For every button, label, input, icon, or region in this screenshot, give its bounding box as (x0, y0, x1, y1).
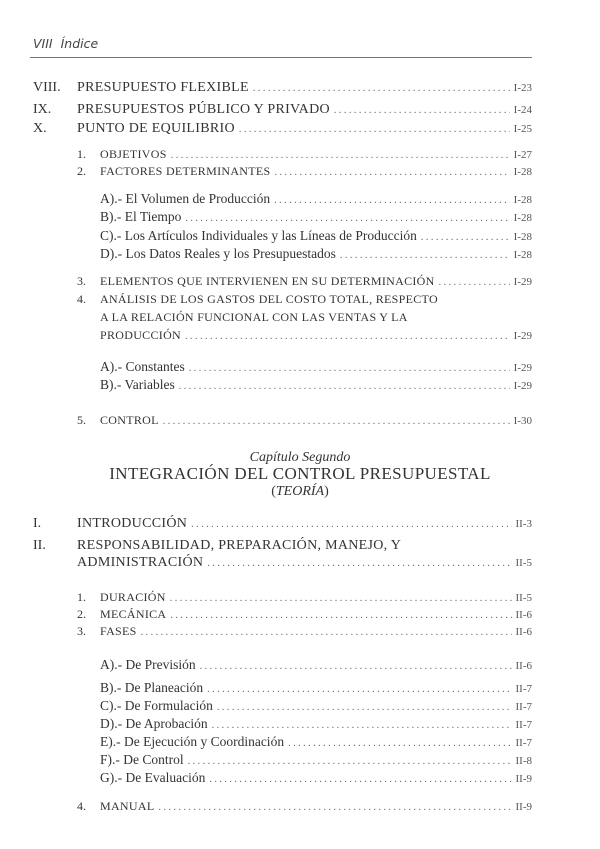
entry-number: II. (33, 538, 46, 553)
entry-number: 4. (77, 799, 86, 813)
entry-number: 1. (77, 590, 86, 604)
toc-entry[interactable] (100, 245, 532, 263)
entry-page-number: II-3 (515, 518, 532, 530)
entry-title: INTRODUCCIÓN (77, 516, 188, 531)
chapter-subtitle (0, 484, 600, 500)
entry-title: PRESUPUESTOS PÚBLICO Y PRIVADO (77, 102, 330, 117)
entry-page-number: II-5 (515, 592, 532, 604)
toc-entry[interactable] (77, 79, 532, 97)
entry-title: DURACIÓN (100, 590, 166, 604)
dot-leader (179, 378, 510, 396)
toc-entry[interactable] (100, 326, 532, 344)
toc-entry[interactable] (100, 769, 532, 787)
entry-number: I. (33, 516, 42, 531)
entry-title: CONTROL (100, 413, 159, 427)
entry-title: C).- Los Artículos Individuales y las Líneas de Producción (100, 228, 417, 243)
entry-number: VIII. (33, 80, 61, 95)
toc-entry[interactable] (100, 622, 532, 640)
dot-leader (253, 80, 510, 98)
entry-page-number: II-6 (515, 626, 532, 638)
entry-page-number: I-27 (513, 149, 532, 161)
entry-page-number: I-25 (513, 123, 532, 135)
entry-page-number: I-29 (513, 330, 532, 342)
dot-leader (191, 516, 511, 534)
entry-page-number: II-7 (515, 701, 532, 713)
toc-entry[interactable] (100, 145, 532, 163)
dot-leader (209, 771, 511, 789)
toc-entry[interactable] (77, 515, 532, 533)
toc-entry[interactable] (100, 308, 540, 326)
entry-page-number: I-29 (513, 276, 532, 288)
toc-entry[interactable] (100, 411, 532, 429)
toc-entry[interactable] (100, 190, 532, 208)
entry-page-number: II-6 (515, 609, 532, 621)
entry-title: ELEMENTOS QUE INTERVIENEN EN SU DETERMINACIÓN (100, 274, 435, 288)
entry-title: D).- De Aprobación (100, 716, 208, 731)
entry-title: PUNTO DE EQUILIBRIO (77, 121, 235, 136)
entry-page-number: I-30 (513, 415, 532, 427)
entry-title: C).- De Formulación (100, 698, 213, 713)
toc-entry[interactable] (77, 554, 532, 572)
entry-page-number: II-7 (515, 683, 532, 695)
toc-entry[interactable] (100, 697, 532, 715)
running-header (33, 36, 106, 51)
dot-leader (158, 799, 511, 817)
entry-page-number: II-5 (515, 557, 532, 569)
dot-leader (200, 658, 512, 676)
dot-leader (163, 413, 510, 431)
entry-page-number: II-9 (515, 773, 532, 785)
entry-title: A).- El Volumen de Producción (100, 191, 271, 206)
entry-page-number: I-23 (513, 82, 532, 94)
entry-page-number: II-7 (515, 719, 532, 731)
dot-leader (141, 624, 512, 642)
entry-title: ANÁLISIS DE LOS GASTOS DEL COSTO TOTAL, RESPECTO (100, 292, 438, 306)
entry-page-number: II-9 (515, 801, 532, 813)
toc-entry[interactable] (77, 537, 517, 555)
header-page-number: VIII (33, 36, 53, 51)
toc-entry[interactable] (100, 588, 532, 606)
entry-title: F).- De Control (100, 752, 184, 767)
dot-leader (275, 164, 510, 182)
dot-leader (340, 247, 510, 265)
entry-page-number: I-28 (513, 231, 532, 243)
entry-number: 2. (77, 607, 86, 621)
chapter-subtitle-text: TEORÍA (275, 484, 325, 499)
entry-title: A).- Constantes (100, 359, 185, 374)
header-rule (30, 57, 532, 58)
entry-title: A).- De Previsión (100, 657, 196, 672)
toc-entry[interactable] (100, 227, 532, 245)
entry-number: IX. (33, 102, 52, 117)
toc-entry[interactable] (100, 162, 532, 180)
entry-page-number: I-28 (513, 166, 532, 178)
toc-entry[interactable] (100, 208, 532, 226)
entry-number: 3. (77, 624, 86, 638)
header-title: Índice (60, 36, 99, 51)
entry-title: OBJETIVOS (100, 147, 167, 161)
chapter-label: Capítulo Segundo (249, 450, 351, 465)
entry-page-number: II-6 (515, 660, 532, 672)
entry-title: PRODUCCIÓN (100, 328, 182, 342)
toc-entry[interactable] (100, 656, 532, 674)
dot-leader (185, 210, 509, 228)
entry-title: FACTORES DETERMINANTES (100, 164, 271, 178)
entry-title: MANUAL (100, 799, 155, 813)
paren-close: ) (324, 484, 329, 499)
entry-title: ADMINISTRACIÓN (77, 555, 204, 570)
entry-title: FASES (100, 624, 137, 638)
entry-title: B).- Variables (100, 377, 175, 392)
entry-page-number: II-7 (515, 737, 532, 749)
entry-title: PRESUPUESTO FLEXIBLE (77, 80, 249, 95)
toc-entry[interactable] (100, 272, 532, 290)
entry-title: B).- De Planeación (100, 680, 204, 695)
toc-entry[interactable] (100, 376, 532, 394)
entry-page-number: II-8 (515, 755, 532, 767)
chapter-title: INTEGRACIÓN DEL CONTROL PRESUPUESTAL (109, 464, 491, 483)
entry-number: 2. (77, 164, 86, 178)
toc-entry[interactable] (77, 120, 532, 138)
entry-page-number: I-29 (513, 380, 532, 392)
entry-number: 3. (77, 274, 86, 288)
dot-leader (207, 555, 511, 573)
toc-entry[interactable] (100, 679, 532, 697)
entry-title: G).- De Evaluación (100, 770, 206, 785)
toc-entry[interactable] (100, 797, 532, 815)
dot-leader (239, 121, 510, 139)
entry-title: D).- Los Datos Reales y los Presupuestados (100, 246, 336, 261)
toc-entry[interactable] (100, 290, 540, 308)
toc-entry[interactable] (100, 715, 532, 733)
dot-leader (185, 328, 510, 346)
entry-page-number: I-28 (513, 212, 532, 224)
entry-title: B).- El Tiempo (100, 209, 182, 224)
entry-page-number: I-28 (513, 194, 532, 206)
entry-number: 4. (77, 292, 86, 306)
toc-entry[interactable] (100, 605, 532, 623)
toc-entry[interactable] (100, 733, 532, 751)
entry-title: E).- De Ejecución y Coordinación (100, 734, 285, 749)
dot-leader (334, 102, 510, 120)
entry-title: RESPONSABILIDAD, PREPARACIÓN, MANEJO, Y (77, 538, 402, 553)
entry-title: MECÁNICA (100, 607, 167, 621)
entry-number: 5. (77, 413, 86, 427)
entry-number: 1. (77, 147, 86, 161)
toc-entry[interactable] (100, 751, 532, 769)
entry-page-number: I-24 (513, 104, 532, 116)
entry-number: X. (33, 121, 47, 136)
entry-page-number: I-29 (513, 362, 532, 374)
entry-title: A LA RELACIÓN FUNCIONAL CON LAS VENTAS Y LA (100, 310, 408, 324)
toc-entry[interactable] (77, 101, 532, 119)
entry-page-number: I-28 (513, 249, 532, 261)
toc-entry[interactable] (100, 358, 532, 376)
paren-open: ( (271, 484, 276, 499)
